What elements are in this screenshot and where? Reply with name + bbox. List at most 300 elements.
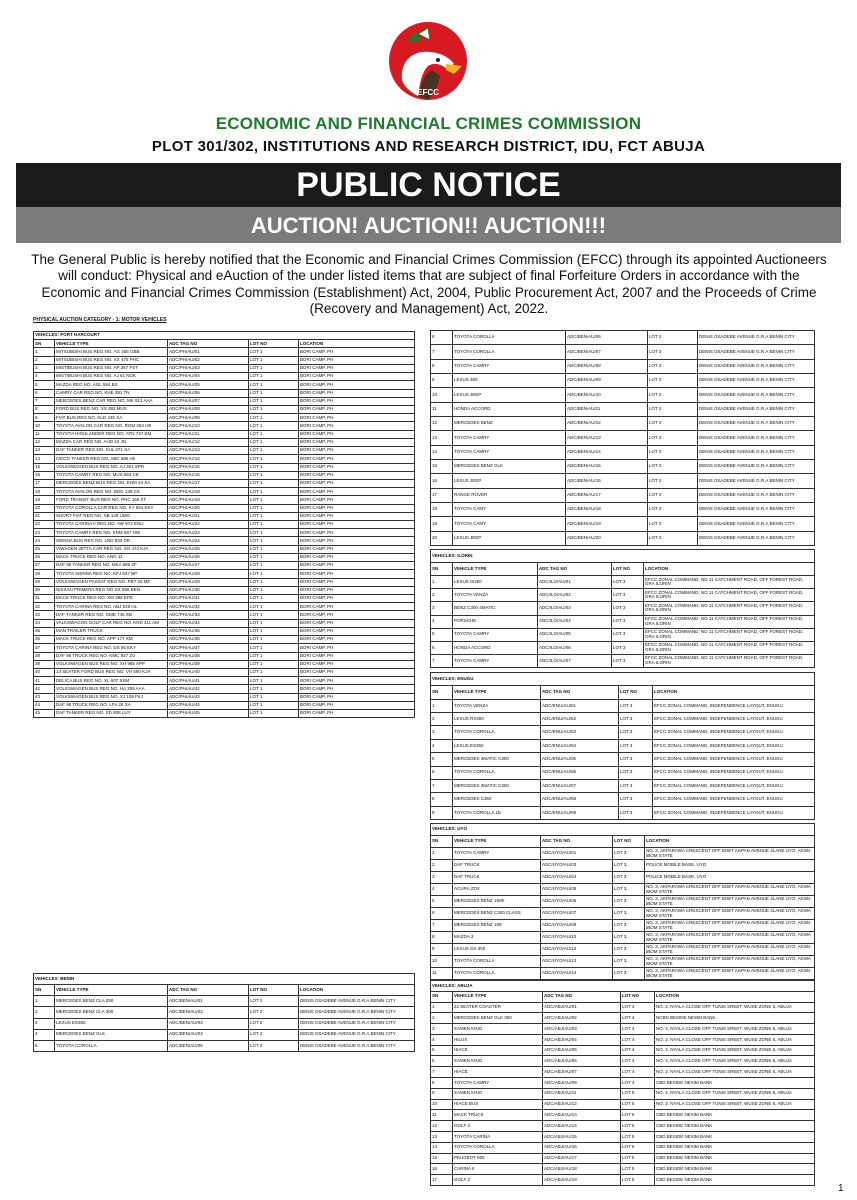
page-number: 1 (838, 1183, 844, 1194)
lot-no-cell: LOT 4 (622, 1048, 635, 1053)
vehicle-type-cell: VOLKSWAGEN BUS REG NO. XH 985 APP (56, 662, 145, 667)
adc-tag-cell: ADC/ABJ/AU/01 (544, 1005, 577, 1010)
column-header: VEHICLE TYPE (453, 686, 541, 699)
sn-cell: 2 (35, 358, 38, 363)
lot-no-cell: LOT 5 (622, 1134, 635, 1139)
location-cell: DENIS OSADEBE AVENUE G.R.A BENIN CITY (300, 1010, 396, 1015)
location-cell: DENIS OSADEBE AVENUE G.R.A BENIN CITY (699, 507, 795, 512)
location-cell: NO. 2, NYALA CLOSE OFF TUNIS SREET, WUSE ZONE 6, ABUJA (656, 1037, 792, 1042)
adc-tag-cell: ADC/PH/AU/41 (169, 678, 200, 683)
sn-cell: 13 (35, 448, 41, 453)
lot-no-cell: LOT 1 (250, 505, 263, 510)
sn-cell: 7 (432, 923, 435, 928)
adc-tag-cell: ADC/PH/AU/30 (169, 588, 200, 593)
vehicle-type-cell: TOYOTA CAMRY (454, 1080, 490, 1085)
sn-cell: 12 (35, 440, 41, 445)
table-row (431, 331, 815, 345)
lot-no-cell: LOT 2 (649, 392, 662, 397)
column-header: LOCATION (645, 836, 815, 848)
vehicle-type-cell: HIACE (454, 1048, 468, 1053)
column-header: ADC TAG NO (543, 991, 621, 1002)
location-cell: BORI CAMP, PH (300, 645, 334, 650)
lot-no-cell: LOT 1 (250, 473, 263, 478)
location-cell: EFCC ZONAL COMMAND, INDEPENDENCE LAYOUT, ENUGU (654, 757, 783, 762)
sn-cell: 39 (35, 662, 41, 667)
vehicle-type-cell: RANGE ROVER (454, 493, 488, 498)
vehicle-type-cell: TOYOTA COROLLA (454, 349, 495, 354)
adc-tag-cell: ADC/ENU/AU/04 (542, 743, 577, 748)
location-cell: BORI CAMP, PH (300, 547, 334, 552)
location-cell: NCBD BESIDE NEXIM BANK (656, 1015, 716, 1020)
sn-cell: 11 (432, 1113, 437, 1118)
adc-tag-cell: ADC/ILO/AU/01 (539, 580, 571, 585)
adc-tag-cell: ADC/ENU/AU/01 (542, 703, 577, 708)
section-title: VEHICLES: ABUJA (431, 981, 815, 992)
table-header-row (34, 985, 415, 996)
table-row (431, 920, 815, 932)
sn-cell: 4 (432, 743, 435, 748)
sn-cell: 1 (35, 349, 38, 354)
lot-no-cell: LOT 2 (649, 407, 662, 412)
table-row (431, 1024, 815, 1035)
adc-tag-cell: ADC/UYO/AU/01 (542, 851, 577, 856)
adc-tag-cell: ADC/PH/AU/29 (169, 579, 200, 584)
adc-tag-cell: ADC/BEN/AU/13 (567, 435, 601, 440)
location-cell: BORI CAMP, PH (300, 448, 334, 453)
adc-tag-cell: ADC/BEN/AU/02 (169, 1010, 203, 1015)
sn-cell: 13 (432, 1134, 438, 1139)
sn-cell: 1 (432, 1005, 435, 1010)
location-cell: CBD BESIDE NEXIM BANK (656, 1177, 713, 1182)
lot-no-cell: LOT 3 (613, 580, 626, 585)
table-row (431, 884, 815, 896)
abuja-table (430, 980, 815, 1186)
adc-tag-cell: ADC/PH/AU/04 (169, 374, 200, 379)
adc-tag-cell: ADC/PH/AU/13 (169, 448, 200, 453)
location-cell: EFCC ZONAL COMMAND, INDEPENDENCE LAYOUT, ENUGU (654, 783, 783, 788)
sn-cell: 6 (35, 390, 38, 395)
location-cell: BORI CAMP, PH (300, 670, 334, 675)
sn-cell: 8 (35, 407, 38, 412)
table-row (431, 474, 815, 488)
vehicle-type-cell: MITSUBISHI BUS REG NO. XX 475 PHC (56, 358, 140, 363)
lot-no-cell: LOT 1 (250, 407, 263, 412)
lot-no-cell: LOT 1 (250, 703, 263, 708)
location-cell: BORI CAMP, PH (300, 431, 334, 436)
lot-no-cell: LOT 2 (649, 521, 662, 526)
sn-cell: 19 (432, 521, 438, 526)
location-cell: BORI CAMP, PH (300, 415, 334, 420)
vehicle-type-cell: LEXUS JEEP (454, 536, 482, 540)
adc-tag-cell: ADC/PH/AU/40 (169, 670, 200, 675)
vehicle-type-cell: PORSCHE (454, 619, 477, 624)
sn-cell: 16 (432, 1166, 438, 1171)
lot-no-cell: LOT 2 (649, 464, 662, 469)
lot-no-cell: LOT 2 (250, 1021, 263, 1026)
location-cell: BORI CAMP, PH (300, 358, 334, 363)
vehicle-type-cell: TOYOTA CAMRY (454, 851, 490, 856)
benin-table-continued (430, 330, 815, 546)
sn-cell: 14 (432, 1145, 438, 1150)
adc-tag-cell: ADC/PH/AU/11 (169, 431, 200, 436)
vehicle-type-cell: MERCEDES BENZ GLK 350 (454, 1015, 512, 1020)
adc-tag-cell: ADC/BEN/AU/17 (567, 493, 601, 498)
adc-tag-cell: ADC/BEN/AU/04 (169, 1032, 203, 1037)
location-cell: DENIS OSADEBE AVENUE G.R.A BENIN CITY (699, 521, 795, 526)
adc-tag-cell: ADC/ABJ/AU/07 (544, 1069, 577, 1074)
efcc-logo (388, 20, 468, 102)
benin-table (33, 973, 415, 1052)
lot-no-cell: LOT 4 (622, 1026, 635, 1031)
adc-tag-cell: ADC/BEN/AU/03 (169, 1021, 203, 1026)
lot-no-cell: LOT 2 (649, 435, 662, 440)
sn-cell: 9 (432, 1091, 435, 1096)
column-header: LOCATION (299, 340, 415, 348)
sn-cell: 5 (432, 1048, 435, 1053)
lot-no-cell: LOT 4 (622, 1037, 635, 1042)
vehicle-type-cell: FIAT BUS REG NO. KLD 445 XA (56, 415, 123, 420)
sn-cell: 36 (35, 637, 41, 642)
sn-cell: 34 (35, 621, 41, 626)
table-row (34, 496, 415, 504)
lot-no-cell: LOT 3 (614, 899, 627, 904)
adc-tag-cell: ADC/PH/AU/01 (169, 349, 200, 354)
sn-cell: 4 (432, 619, 435, 624)
table-row (34, 701, 415, 709)
table-header-row (431, 836, 815, 848)
lot-no-cell: LOT 2 (649, 493, 662, 498)
org-name: ECONOMIC AND FINANCIAL CRIMES COMMISSION (215, 114, 642, 133)
table-row (431, 932, 815, 944)
sn-cell: 10 (432, 959, 438, 964)
table-row (431, 345, 815, 359)
sn-cell: 20 (35, 505, 41, 510)
adc-tag-cell: ADC/PH/AU/37 (169, 645, 200, 650)
adc-tag-cell: ADC/ILO/AU/02 (539, 593, 571, 598)
lot-no-cell: LOT 1 (250, 547, 263, 552)
location-cell: DENIS OSADEBE AVENUE G.R.A BENIN CITY (699, 364, 795, 369)
lot-no-cell: LOT 3 (613, 619, 626, 624)
vehicle-type-cell: LEXUS 350 (454, 378, 478, 383)
table-row (34, 405, 415, 413)
vehicle-type-cell: TOYOTA COROLLA (454, 730, 495, 735)
table-row (34, 414, 415, 422)
sn-cell: 19 (35, 497, 41, 502)
vehicle-type-cell: TOYOTA HIGHLANDER REG NO. ATN 747 EM (56, 431, 152, 436)
table-row (431, 1078, 815, 1089)
location-cell: BORI CAMP, PH (300, 579, 334, 584)
lot-no-cell: LOT 1 (250, 571, 263, 576)
location-cell: NO. 2, NYALA CLOSE OFF TUNIS SREET, WUSE ZONE 6, ABUJA (656, 1005, 792, 1010)
lot-no-cell: LOT 1 (250, 686, 263, 691)
vehicle-type-cell: DELICA BUS REG NO. XL 607 SSM (56, 678, 130, 683)
table-row (431, 1110, 815, 1121)
sn-cell: 3 (432, 1026, 435, 1031)
vehicle-type-cell: TOYOTA CAMRY (454, 632, 490, 637)
adc-tag-cell: ADC/BEN/AU/07 (567, 349, 601, 354)
table-row (34, 562, 415, 570)
lot-no-cell: LOT 1 (250, 612, 263, 617)
column-header: SN (34, 985, 55, 996)
table-row (431, 589, 815, 602)
location-cell: NO. 2, NYALA CLOSE OFF TUNIS SREET, WUSE ZONE 6, ABUJA (656, 1048, 792, 1053)
adc-tag-cell: ADC/ENU/AU/07 (542, 783, 577, 788)
adc-tag-cell: ADC/UYO/AU/14 (542, 971, 577, 976)
location-cell: BORI CAMP, PH (300, 563, 334, 568)
auction-subtitle: AUCTION! AUCTION!! AUCTION!!! (16, 207, 841, 243)
location-cell: BORI CAMP, PH (300, 440, 334, 445)
table-row (34, 677, 415, 685)
vehicle-type-cell: MERCEDES BENZ 190E (454, 899, 505, 904)
column-header: LOT NO (613, 836, 645, 848)
location-cell: EFCC ZONAL COMMAND, INDEPENDENCE LAYOUT, ENUGU (654, 730, 783, 735)
vehicle-type-cell: TOYOTA CARINA II REG NO. AW 972 ENU (56, 522, 144, 527)
sn-cell: 1 (35, 999, 38, 1004)
logo-text: EFCC (417, 88, 439, 97)
adc-tag-cell: ADC/ILO/AU/05 (539, 632, 571, 637)
table-row (431, 944, 815, 956)
vehicle-type-cell: PEUGEOT 505 (454, 1156, 485, 1161)
sn-cell: 11 (432, 971, 437, 976)
column-header: SN (431, 836, 453, 848)
vehicle-type-cell: TOYOTA COROLLA (454, 971, 495, 976)
adc-tag-cell: ADC/PH/AU/07 (169, 399, 200, 404)
lot-no-cell: LOT 1 (250, 670, 263, 675)
location-cell: BORI CAMP, PH (300, 481, 334, 486)
table-row (34, 636, 415, 644)
table-header-row (431, 686, 815, 699)
vehicle-type-cell: MERCEDES BENZ CAR REG NO. MK 913 AAA (56, 399, 153, 404)
location-cell: DENIS OSADEBE AVENUE G.R.A BENIN CITY (699, 407, 795, 412)
table-row (431, 1002, 815, 1013)
vehicle-type-cell: TOYOTA COROLLA (454, 959, 495, 964)
location-cell: NO. 2, NYALA CLOSE OFF TUNIS SREET, WUSE ZONE 6, ABUJA (656, 1069, 792, 1074)
lot-no-cell: LOT 4 (622, 1005, 635, 1010)
lot-no-cell: LOT 1 (250, 604, 263, 609)
table-row (431, 1056, 815, 1067)
sn-cell: 24 (35, 538, 41, 543)
table-row (34, 570, 415, 578)
table-row (34, 553, 415, 561)
vehicle-type-cell: FORD BUS REG NO. XX 382 MUS (56, 407, 127, 412)
column-header: LOT NO (249, 340, 299, 348)
vehicle-type-cell: DAF 95 TANKER REG NO. MKA 586 ZF (56, 563, 137, 568)
location-cell: NO. 3, AKPARAWA CRESCENT OFF EDET AKPAN AVENUE 4LANE UYO, AKWA IBOM STATE (646, 945, 811, 954)
vehicle-type-cell: TOYOTA AVALON CAR REG NO. RGM 264 HE (56, 423, 152, 428)
location-cell: BORI CAMP, PH (300, 530, 334, 535)
adc-tag-cell: ADC/ENU/AU/09 (542, 810, 577, 815)
vehicle-type-cell: TOYOTA AVALON REG NO. BDG 139 CK (56, 489, 140, 494)
adc-tag-cell: ADC/UYO/AU/12 (542, 947, 577, 952)
location-cell: BORI CAMP, PH (300, 522, 334, 527)
table-row (34, 586, 415, 594)
vehicle-type-cell: LEXUS JEEP (454, 392, 482, 397)
vehicle-type-cell: MACK TRUCK (454, 1113, 484, 1118)
location-cell: NO. 2, NYALA CLOSE OFF TUNIS SREET, WUSE ZONE 6, ABUJA (656, 1091, 792, 1096)
lot-no-cell: LOT 1 (250, 522, 263, 527)
adc-tag-cell: ADC/PH/AU/24 (169, 538, 200, 543)
adc-tag-cell: ADC/PH/AU/34 (169, 621, 200, 626)
table-row (34, 1040, 415, 1051)
location-cell: DENIS OSADEBE AVENUE G.R.A BENIN CITY (699, 493, 795, 498)
table-row (431, 531, 815, 545)
location-cell: BORI CAMP, PH (300, 588, 334, 593)
table-row (34, 611, 415, 619)
vehicle-type-cell: TOYOTA COROLLA (454, 1145, 495, 1150)
adc-tag-cell: ADC/PH/AU/44 (169, 703, 200, 708)
sn-cell: 8 (432, 1080, 435, 1085)
sn-cell: 6 (432, 645, 435, 650)
sn-cell: 9 (432, 810, 435, 815)
vehicle-type-cell: MITSUBISHI BUS REG NO. AG 455 GBB (56, 349, 140, 354)
sn-cell: 30 (35, 588, 41, 593)
table-row (431, 806, 815, 819)
table-row (34, 397, 415, 405)
section-title-row (34, 332, 415, 340)
table-row (34, 685, 415, 693)
section-title-row (431, 673, 815, 686)
table-row (431, 359, 815, 373)
vehicle-type-cell: VOLKSWAGEN BUS REG NO. HA 259 AAA (56, 686, 145, 691)
table-row (34, 521, 415, 529)
lot-no-cell: LOT 3 (614, 959, 627, 964)
vehicle-type-cell: BENZ C300 4MATIC (454, 606, 496, 611)
column-header: SN (431, 991, 453, 1002)
notice-title: PUBLIC NOTICE (16, 163, 841, 207)
location-cell: BORI CAMP, PH (300, 497, 334, 502)
vehicle-type-cell: DAF 95 TRUCK REG NO. KMC 927 ZV (56, 653, 136, 658)
vehicle-type-cell: TOYOTA CAMY (454, 521, 487, 526)
table-row (34, 693, 415, 701)
lot-no-cell: LOT 3 (620, 783, 633, 788)
column-header: LOT NO (612, 563, 644, 576)
table-row (431, 576, 815, 589)
vehicle-type-cell: TOYOTA CAMRY REG NO. MUS 663 CE (56, 473, 139, 478)
table-row (34, 529, 415, 537)
column-header: LOCATION (644, 563, 815, 576)
adc-tag-cell: ADC/PH/AU/17 (169, 481, 200, 486)
vehicle-type-cell: MACK TRUCK REG NO. ANG 11 (56, 555, 123, 560)
vehicle-type-cell: TOYOTA VENZA (454, 593, 489, 598)
sn-cell: 18 (432, 507, 438, 512)
location-cell: BORI CAMP, PH (300, 678, 334, 683)
location-cell: CBD BESIDE NEXIM BANK (656, 1080, 713, 1085)
table-row (34, 364, 415, 372)
adc-tag-cell: ADC/UYO/AU/10 (542, 935, 577, 940)
lot-no-cell: LOT 1 (250, 390, 263, 395)
location-cell: BORI CAMP, PH (300, 366, 334, 371)
section-title: VEHICLES: PORT HARCOURT (34, 332, 415, 340)
column-header: ADC TAG NO (168, 985, 249, 996)
sn-cell: 27 (35, 563, 41, 568)
lot-no-cell: LOT 5 (622, 1123, 635, 1128)
vehicle-type-cell: 14 SEATER FORD BUS REG NO. VH 590 KJA (56, 670, 151, 675)
table-row (34, 1007, 415, 1018)
sn-cell: 31 (35, 596, 41, 601)
location-cell: CBD BESIDE NEXIM BANK (656, 1113, 713, 1118)
table-row (431, 968, 815, 980)
section-title: VEHICLES: UYO (431, 824, 815, 836)
location-cell: EFCC ZONAL COMMAND, INDEPENDENCE LAYOUT, ENUGU (654, 743, 783, 748)
column-header: LOCATION (653, 686, 815, 699)
lot-no-cell: LOT 3 (614, 875, 627, 880)
adc-tag-cell: ADC/PH/AU/39 (169, 662, 200, 667)
location-cell: EFCC ZONAL COMMAND, INDEPENDENCE LAYOUT, ENUGU (654, 770, 783, 775)
location-cell: BORI CAMP, PH (300, 612, 334, 617)
location-cell: BORI CAMP, PH (300, 653, 334, 658)
table-row (34, 1018, 415, 1029)
lot-no-cell: LOT 1 (250, 711, 263, 716)
vehicle-type-cell: MAZDA REG NO. AGL 584 BS (56, 382, 118, 387)
location-cell: POLICE MOBILE BASE, UYO (646, 863, 707, 868)
lot-no-cell: LOT 2 (250, 999, 263, 1004)
adc-tag-cell: ADC/UYO/AU/05 (542, 887, 577, 892)
vehicle-type-cell: TOYOTA SIENNA REG NO. KFJ 837 BP (56, 571, 138, 576)
sn-cell: 15 (432, 1156, 438, 1161)
vehicle-type-cell: MERCEDES BENZ (454, 421, 493, 426)
table-row (431, 739, 815, 752)
location-cell: DENIS OSADEBE AVENUE G.R.A BENIN CITY (300, 1032, 396, 1037)
sn-cell: 41 (35, 678, 41, 683)
sn-cell: 9 (432, 947, 435, 952)
adc-tag-cell: ADC/ABJ/AU/09 (544, 1080, 577, 1085)
lot-no-cell: LOT 1 (250, 514, 263, 519)
lot-no-cell: LOT 5 (622, 1113, 635, 1118)
sn-cell: 4 (432, 887, 435, 892)
sn-cell: 7 (432, 1069, 435, 1074)
lot-no-cell: LOT 1 (250, 588, 263, 593)
vehicle-type-cell: DAF TANKER REG NO. SUL 471 XA (56, 448, 131, 453)
location-cell: BORI CAMP, PH (300, 621, 334, 626)
location-cell: DENIS OSADEBE AVENUE G.R.A BENIN CITY (300, 999, 396, 1004)
location-cell: DENIS OSADEBE AVENUE G.R.A BENIN CITY (699, 421, 795, 426)
location-cell: BORI CAMP, PH (300, 555, 334, 560)
table-row (431, 388, 815, 402)
lot-no-cell: LOT 4 (622, 1080, 635, 1085)
lot-no-cell: LOT 4 (622, 1059, 635, 1064)
location-cell: BORI CAMP, PH (300, 390, 334, 395)
location-cell: EFCC ZONAL COMMAND, INDEPENDENCE LAYOUT, ENUGU (654, 717, 783, 721)
table-row (34, 488, 415, 496)
lot-no-cell: LOT 3 (620, 717, 633, 721)
uyo-table (430, 823, 815, 980)
adc-tag-cell: ADC/PH/AU/38 (169, 653, 200, 658)
vehicle-type-cell: HILUX (454, 1037, 468, 1042)
sn-cell: 5 (432, 632, 435, 637)
sn-cell: 12 (432, 1123, 438, 1128)
table-row (431, 445, 815, 459)
adc-tag-cell: ADC/BEN/AU/14 (567, 450, 601, 455)
table-row (34, 356, 415, 364)
vehicle-type-cell: 22 SEATER COASTER (454, 1005, 501, 1010)
sn-cell: 35 (35, 629, 41, 634)
adc-tag-cell: ADC/PH/AU/12 (169, 440, 200, 445)
lot-no-cell: LOT 1 (250, 653, 263, 658)
section-title-row (431, 824, 815, 836)
lot-no-cell: LOT 1 (250, 366, 263, 371)
lot-no-cell: LOT 1 (250, 629, 263, 634)
adc-tag-cell: ADC/PH/AU/27 (169, 563, 200, 568)
adc-tag-cell: ADC/ABJ/AU/05 (544, 1048, 577, 1053)
table-row (431, 766, 815, 779)
table-row (431, 502, 815, 516)
sn-cell: 2 (432, 1015, 435, 1020)
sn-cell: 33 (35, 612, 41, 617)
vehicle-type-cell: DAF TRUCK (454, 863, 480, 868)
adc-tag-cell: ADC/ABJ/AU/12 (544, 1102, 577, 1107)
table-row (431, 641, 815, 654)
location-cell: CBD BESIDE NEXIM BANK (656, 1123, 713, 1128)
